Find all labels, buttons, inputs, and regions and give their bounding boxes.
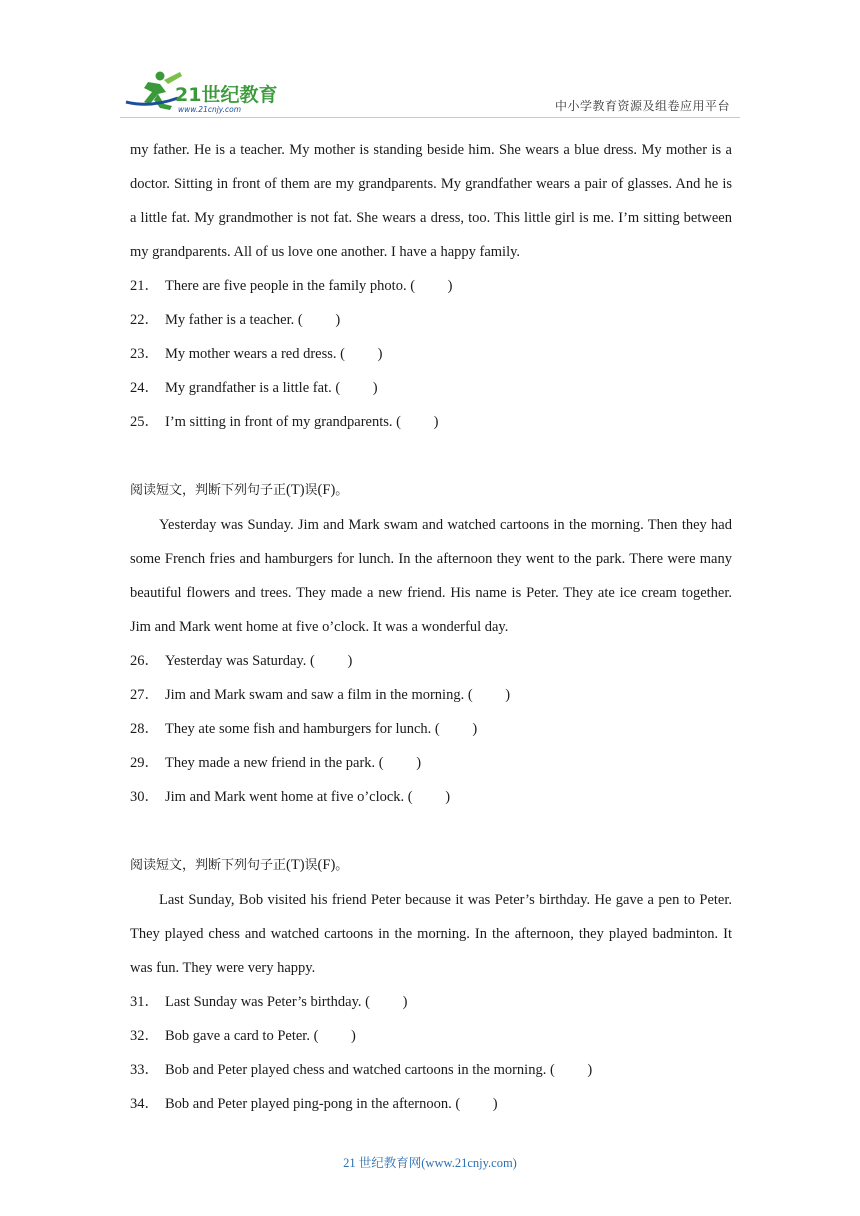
question-number: 29． <box>130 755 159 771</box>
page-footer[interactable]: 21 世纪教育网(www.21cnjy.com) <box>343 1156 517 1170</box>
question-number: 30． <box>130 789 159 805</box>
answer-blank[interactable] <box>370 994 403 1010</box>
instruction-true: (T) <box>286 482 305 498</box>
close-paren: ) <box>402 994 408 1010</box>
runner-logo-icon <box>120 68 290 116</box>
question-number: 24． <box>130 380 159 396</box>
instruction-period: 。 <box>335 483 349 498</box>
passage-family: my father. He is a teacher. My mother is standing beside him. She wears a blue dress. My mother is a doctor. Sitting in front of them are my grandparents. My grandfather wears a pair of glasses. And he is a little fat. My grandmother is not fat. She wears a dress, too. This little girl is me. I’m sitting between my grandparents. All of us love one another. I have a happy family. <box>130 142 732 260</box>
answer-blank[interactable] <box>460 1096 493 1112</box>
answer-blank[interactable] <box>315 653 348 669</box>
question-number: 25． <box>130 414 159 430</box>
question-text: There are five people in the family photo. ( <box>165 278 416 294</box>
passage-birthday: Last Sunday, Bob visited his friend Peter because it was Peter’s birthday. He gave a pen to Peter. They played chess and watched cartoons in the morning. In the afternoon, they played badminton. It was fun. They were very happy. <box>130 892 732 976</box>
header-tagline: 中小学教育资源及组卷应用平台 <box>554 99 730 113</box>
instruction-text-wrong: 误 <box>304 483 318 498</box>
question-text: I’m sitting in front of my grandparents. ( <box>165 414 401 430</box>
question-list-3 <box>130 985 732 1121</box>
question-29 <box>130 746 732 780</box>
instruction-period: 。 <box>335 858 349 873</box>
question-30 <box>130 780 732 814</box>
close-paren: ) <box>447 278 453 294</box>
page-header <box>0 0 860 120</box>
question-31 <box>130 985 732 1019</box>
question-27 <box>130 678 732 712</box>
question-text: They ate some fish and hamburgers for lunch. ( <box>165 721 440 737</box>
answer-blank[interactable] <box>413 789 446 805</box>
close-paren: ) <box>416 755 422 771</box>
section-instruction-2 <box>130 473 732 508</box>
question-text: Yesterday was Saturday. ( <box>165 653 315 669</box>
question-25 <box>130 405 732 439</box>
close-paren: ) <box>587 1062 593 1078</box>
question-34 <box>130 1087 732 1121</box>
header-divider <box>120 117 740 118</box>
answer-blank[interactable] <box>345 346 378 362</box>
close-paren: ) <box>433 414 439 430</box>
answer-blank[interactable] <box>555 1062 588 1078</box>
question-list-1 <box>130 269 732 439</box>
question-text: My father is a teacher. ( <box>165 312 303 328</box>
question-text: Jim and Mark swam and saw a film in the morning. ( <box>165 687 473 703</box>
question-22 <box>130 303 732 337</box>
question-23 <box>130 337 732 371</box>
question-24 <box>130 371 732 405</box>
close-paren: ) <box>472 721 478 737</box>
question-number: 23． <box>130 346 159 362</box>
instruction-true: (T) <box>286 857 305 873</box>
answer-blank[interactable] <box>384 755 417 771</box>
answer-blank[interactable] <box>415 278 448 294</box>
question-text: Jim and Mark went home at five o’clock. ( <box>165 789 413 805</box>
section-instruction-3 <box>130 848 732 883</box>
question-number: 33． <box>130 1062 159 1078</box>
question-number: 32． <box>130 1028 159 1044</box>
question-number: 27． <box>130 687 159 703</box>
question-text: Last Sunday was Peter’s birthday. ( <box>165 994 370 1010</box>
question-33 <box>130 1053 732 1087</box>
question-text: They made a new friend in the park. ( <box>165 755 384 771</box>
answer-blank[interactable] <box>303 312 336 328</box>
question-26 <box>130 644 732 678</box>
instruction-text: 阅读短文，判断下列句子正 <box>130 483 287 498</box>
question-text: My mother wears a red dress. ( <box>165 346 345 362</box>
question-text: Bob gave a card to Peter. ( <box>165 1028 319 1044</box>
logo-url: www.21cnjy.com <box>178 105 242 114</box>
instruction-false: (F) <box>317 482 336 498</box>
document-body <box>130 133 732 1121</box>
logo-text: 21世纪教育 <box>175 84 278 106</box>
instruction-text-wrong: 误 <box>304 858 318 873</box>
instruction-text: 阅读短文，判断下列句子正 <box>130 858 287 873</box>
answer-blank[interactable] <box>473 687 506 703</box>
question-list-2 <box>130 644 732 814</box>
question-28 <box>130 712 732 746</box>
question-32 <box>130 1019 732 1053</box>
answer-blank[interactable] <box>401 414 434 430</box>
answer-blank[interactable] <box>340 380 373 396</box>
answer-blank[interactable] <box>440 721 473 737</box>
close-paren: ) <box>445 789 451 805</box>
question-number: 21． <box>130 278 159 294</box>
question-number: 28． <box>130 721 159 737</box>
question-text: Bob and Peter played ping-pong in the afternoon. ( <box>165 1096 461 1112</box>
close-paren: ) <box>351 1028 356 1044</box>
question-text: My grandfather is a little fat. ( <box>165 380 341 396</box>
close-paren: ) <box>335 312 341 328</box>
question-number: 31． <box>130 994 159 1010</box>
close-paren: ) <box>505 687 511 703</box>
close-paren: ) <box>377 346 383 362</box>
question-21 <box>130 269 732 303</box>
question-number: 22． <box>130 312 159 328</box>
question-number: 34． <box>130 1096 159 1112</box>
close-paren: ) <box>347 653 353 669</box>
close-paren: ) <box>372 380 378 396</box>
brand-logo <box>120 68 290 116</box>
question-text: Bob and Peter played chess and watched cartoons in the morning. ( <box>165 1062 555 1078</box>
answer-blank[interactable] <box>318 1028 351 1044</box>
passage-sunday: Yesterday was Sunday. Jim and Mark swam and watched cartoons in the morning. Then they had some French fries and hamburgers for lunch. In the afternoon they went to the park. There were many beautiful flowers and trees. They made a new friend. His name is Peter. They ate ice cream together. Jim and Mark went home at five o’clock. It was a wonderful day. <box>130 517 732 635</box>
question-number: 26． <box>130 653 159 669</box>
close-paren: ) <box>492 1096 498 1112</box>
instruction-false: (F) <box>317 857 336 873</box>
